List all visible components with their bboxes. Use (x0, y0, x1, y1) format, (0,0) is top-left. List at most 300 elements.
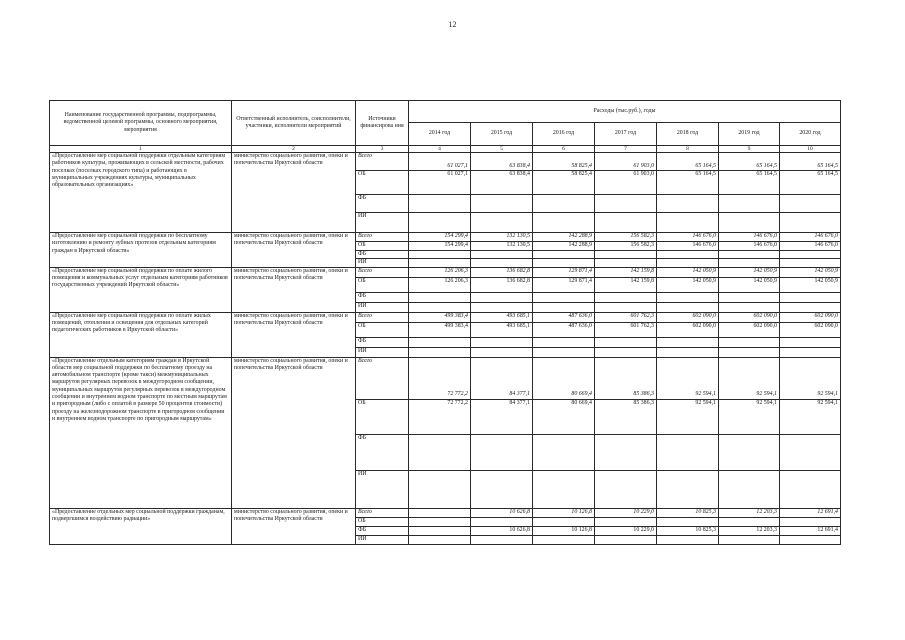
responsible-executor: министерство социального развития, опеки и попечительства Иркутской области (232, 357, 356, 508)
expense-value-text: 85 386,3 (633, 391, 654, 398)
responsible-executor: министерство социального развития, опеки и попечительства Иркутской области (232, 312, 356, 357)
expense-value-text: 602 090,0 (753, 322, 777, 329)
expense-value-text: 132 130,5 (506, 233, 530, 239)
expense-value (595, 357, 657, 399)
expense-value (471, 302, 533, 312)
expense-value (719, 153, 780, 171)
expense-value (719, 508, 780, 517)
expense-value (471, 347, 533, 357)
funding-source: ОБ (356, 171, 409, 195)
funding-source: ФБ (356, 526, 409, 535)
expense-value (657, 213, 719, 233)
expense-value (595, 312, 657, 322)
expense-value-text: 65 164,5 (817, 171, 838, 177)
expense-value (657, 322, 719, 337)
responsible-executor: министерство социального развития, опеки и попечительства Иркутской области (232, 508, 356, 544)
expense-value (471, 357, 533, 399)
expense-value-text: 10 126,8 (571, 526, 592, 533)
expense-value-text: 65 164,5 (695, 171, 716, 177)
expense-value (719, 322, 780, 337)
expense-value (780, 399, 841, 434)
expense-value (595, 213, 657, 233)
expense-value (409, 242, 471, 251)
expense-value (533, 347, 595, 357)
expense-value (657, 535, 719, 544)
header-year: 2018 год (657, 123, 719, 146)
expense-value (409, 171, 471, 195)
table-row (50, 357, 841, 399)
expense-value (657, 195, 719, 213)
expense-value (657, 357, 719, 399)
expense-value (595, 526, 657, 535)
expense-value-text: 126 206,3 (444, 267, 468, 274)
expense-value (780, 213, 841, 233)
expense-value (595, 302, 657, 312)
expense-value (719, 242, 780, 251)
expense-value-text: 154 299,4 (444, 233, 468, 239)
responsible-executor: министерство социального развития, опеки и попечительства Иркутской области (232, 153, 356, 233)
expense-value-text: 136 682,8 (506, 277, 530, 284)
expense-value (409, 277, 471, 292)
expense-value (595, 322, 657, 337)
expense-value (471, 153, 533, 171)
expense-value-text: 142 050,9 (814, 267, 838, 274)
expense-value (409, 526, 471, 535)
expense-value (657, 517, 719, 526)
expense-value (409, 399, 471, 434)
expense-value (533, 322, 595, 337)
funding-source: ИИ (356, 213, 409, 233)
expense-value (780, 259, 841, 267)
funding-source: ФБ (356, 292, 409, 302)
expense-value (471, 292, 533, 302)
funding-source: ОБ (356, 399, 409, 434)
expense-value (595, 251, 657, 259)
header-column-number: 7 (595, 146, 657, 153)
header-year: 2017 год (595, 123, 657, 146)
expense-value (780, 337, 841, 347)
expense-value (533, 399, 595, 434)
expense-value (533, 195, 595, 213)
expense-value (657, 277, 719, 292)
funding-source: ИИ (356, 535, 409, 544)
expense-value (595, 242, 657, 251)
expense-value (719, 292, 780, 302)
expense-value (780, 517, 841, 526)
expense-value-text: 12 691,4 (817, 526, 838, 533)
expense-value (657, 347, 719, 357)
expense-value (533, 213, 595, 233)
expense-value-text: 92 594,1 (817, 391, 838, 398)
expense-value (719, 312, 780, 322)
expense-value (657, 171, 719, 195)
expense-value (780, 251, 841, 259)
expense-value (719, 195, 780, 213)
expense-value (780, 434, 841, 470)
expense-value (471, 259, 533, 267)
expense-value (657, 267, 719, 277)
header-column-number: 9 (719, 146, 780, 153)
expense-value (595, 337, 657, 347)
expense-value (719, 470, 780, 508)
expense-value (595, 277, 657, 292)
expense-value (780, 195, 841, 213)
expense-value (719, 259, 780, 267)
expense-value (409, 347, 471, 357)
expense-value-text: 10 126,8 (571, 508, 592, 515)
expense-value-text: 142 050,9 (692, 267, 716, 274)
header-source: Источники финансирова ния (356, 101, 409, 146)
expense-value (471, 251, 533, 259)
expense-value (533, 277, 595, 292)
funding-source: ОБ (356, 277, 409, 292)
expense-value (409, 213, 471, 233)
header-column-number: 1 (50, 146, 232, 153)
expense-value-text: 146 676,0 (814, 233, 838, 239)
expense-value-text: 72 772,2 (447, 399, 468, 406)
expense-value (719, 337, 780, 347)
expense-value (533, 171, 595, 195)
expense-value (657, 233, 719, 242)
expense-value (471, 470, 533, 508)
responsible-executor: министерство социального развития, опеки и попечительства Иркутской области (232, 267, 356, 312)
expense-value (657, 399, 719, 434)
program-measure-name: «Предоставление мер социальной поддержки по бесплатному изготовлению и ремонту зубных протезов отдельным категориям граждан в Иркутской области» (50, 233, 232, 268)
expense-value-text: 65 164,5 (756, 171, 777, 177)
expense-value (595, 195, 657, 213)
expense-value-text: 65 164,5 (817, 162, 838, 169)
header-column-numbers-row (50, 146, 841, 153)
expense-value-text: 80 669,4 (571, 399, 592, 406)
program-measure-name: «Предоставление мер социальной поддержки отдельным категориям работников культуры, проживающих в сельской местности, рабочих поселках (поселках городского типа) и работающих в муниципальных учреждениях культуры, муниципальных образовательных организациях» (50, 153, 232, 233)
expense-value (409, 267, 471, 277)
header-column-number: 4 (409, 146, 471, 153)
expense-value (780, 302, 841, 312)
expense-value (409, 312, 471, 322)
expense-value-text: 602 090,0 (814, 312, 838, 319)
expense-value (719, 526, 780, 535)
expense-value (780, 508, 841, 517)
funding-source: ИИ (356, 302, 409, 312)
expense-value-text: 487 636,0 (568, 322, 592, 329)
expense-value-text: 10 825,3 (695, 526, 716, 533)
program-measure-name: «Предоставление отдельным категориям граждан в Иркутской области мер социальной поддержки по бесплатному проезду на автомобильном транспорте (кроме такси) межмуниципальных маршрутов регулярных перевозок в междугородном сообщении, муниципальных маршрутов регулярных перевозок в междугородном сообщении и внутреннем водном транспорте по местным маршрутам и пригородным (либо с оплатой в размере 50 процентов стоимости) проезду на железнодорожном транспорте в пригородном сообщении и внутреннем водном транспорте по пригородным маршрутам» (50, 357, 232, 508)
expense-value-text: 487 636,0 (568, 312, 592, 319)
expense-value (719, 251, 780, 259)
expense-value-text: 602 090,0 (753, 312, 777, 319)
funding-source: ФБ (356, 434, 409, 470)
expense-value (780, 312, 841, 322)
expense-value (719, 213, 780, 233)
expense-value (719, 267, 780, 277)
expense-value (471, 535, 533, 544)
expense-value-text: 92 594,1 (756, 399, 777, 406)
expense-value (533, 251, 595, 259)
expense-value-text: 142 159,8 (630, 277, 654, 284)
expense-value (533, 434, 595, 470)
expense-value (719, 277, 780, 292)
expense-value (657, 337, 719, 347)
expense-value-text: 58 825,4 (571, 171, 592, 177)
expense-value (409, 251, 471, 259)
expense-value-text: 58 825,4 (571, 162, 592, 169)
expense-value (780, 535, 841, 544)
expense-value (657, 251, 719, 259)
expense-value-text: 601 762,3 (630, 312, 654, 319)
expense-value-text: 156 582,3 (630, 233, 654, 239)
expense-value (780, 277, 841, 292)
expense-value-text: 65 164,5 (756, 162, 777, 169)
expense-value-text: 142 159,8 (630, 267, 654, 274)
expense-value-text: 61 027,1 (447, 171, 468, 177)
expense-value-text: 92 594,1 (817, 399, 838, 406)
header-expenses: Расходы (тыс.руб.), годы (409, 101, 841, 123)
expense-value (471, 508, 533, 517)
expense-value (780, 347, 841, 357)
expense-value-text: 142 050,9 (814, 277, 838, 284)
expense-value-text: 61 903,0 (633, 162, 654, 169)
expense-value (719, 399, 780, 434)
expense-value (409, 233, 471, 242)
expense-value (595, 470, 657, 508)
expense-value-text: 602 090,0 (692, 322, 716, 329)
header-year: 2020 год (780, 123, 841, 146)
expense-value (595, 267, 657, 277)
expense-value (719, 347, 780, 357)
header-column-number: 2 (232, 146, 356, 153)
header-year: 2019 год (719, 123, 780, 146)
expense-value (533, 259, 595, 267)
expense-value (471, 242, 533, 251)
expense-value-text: 10 229,0 (633, 526, 654, 533)
funding-source: Всего (356, 508, 409, 517)
expense-value-text: 142 288,9 (568, 233, 592, 239)
responsible-executor: министерство социального развития, опеки и попечительства Иркутской области (232, 233, 356, 268)
funding-source: Всего (356, 153, 409, 171)
expense-value-text: 142 050,9 (692, 277, 716, 284)
expense-value (471, 267, 533, 277)
expense-value (533, 357, 595, 399)
expense-value (533, 153, 595, 171)
expense-value-text: 92 594,1 (756, 391, 777, 398)
expense-value-text: 10 825,3 (695, 508, 716, 515)
expense-value (533, 508, 595, 517)
expense-value-text: 72 772,2 (447, 391, 468, 398)
table-row (50, 312, 841, 322)
expense-value (657, 470, 719, 508)
expense-value (471, 517, 533, 526)
expense-value-text: 132 130,5 (506, 242, 530, 248)
financing-table (49, 100, 841, 545)
expense-value (780, 470, 841, 508)
expense-value (533, 535, 595, 544)
expense-value (719, 171, 780, 195)
expense-value-text: 12 203,3 (756, 526, 777, 533)
expense-value-text: 146 676,0 (692, 233, 716, 239)
expense-value-text: 10 626,8 (509, 526, 530, 533)
expense-value (471, 233, 533, 242)
expense-value (471, 195, 533, 213)
expense-value (780, 292, 841, 302)
expense-value (780, 267, 841, 277)
expense-value-text: 142 288,9 (568, 242, 592, 248)
expense-value-text: 602 090,0 (692, 312, 716, 319)
expense-value-text: 126 206,3 (444, 277, 468, 284)
expense-value (471, 399, 533, 434)
expense-value (471, 277, 533, 292)
expense-value (657, 153, 719, 171)
program-measure-name: «Предоставление мер социальной поддержки по оплате жилых помещений, отопления и освещения для отдельных категорий педагогических работников в Иркутской области» (50, 312, 232, 357)
expense-value (409, 470, 471, 508)
expense-value (595, 399, 657, 434)
expense-value (595, 153, 657, 171)
expense-value-text: 146 676,0 (692, 242, 716, 248)
expense-value (780, 233, 841, 242)
expense-value-text: 154 299,4 (444, 242, 468, 248)
expense-value-text: 10 626,8 (509, 508, 530, 515)
header-column-number: 5 (471, 146, 533, 153)
expense-value (409, 357, 471, 399)
expense-value (657, 242, 719, 251)
expense-value-text: 65 164,5 (695, 162, 716, 169)
expense-value (409, 259, 471, 267)
expense-value (533, 470, 595, 508)
expense-value (719, 434, 780, 470)
expense-value (533, 312, 595, 322)
expense-value (409, 322, 471, 337)
expense-value (780, 357, 841, 399)
expense-value (471, 312, 533, 322)
expense-value (409, 302, 471, 312)
expense-value (780, 322, 841, 337)
expense-value (657, 302, 719, 312)
expense-value-text: 63 838,4 (509, 162, 530, 169)
expense-value (533, 267, 595, 277)
expense-value (471, 171, 533, 195)
header-column-number: 8 (657, 146, 719, 153)
header-year: 2015 год (471, 123, 533, 146)
expense-value (780, 171, 841, 195)
funding-source: ФБ (356, 195, 409, 213)
funding-source: ОБ (356, 322, 409, 337)
header-year: 2016 год (533, 123, 595, 146)
expense-value-text: 129 871,4 (568, 277, 592, 284)
expense-value-text: 84 377,1 (509, 399, 530, 406)
funding-source: Всего (356, 357, 409, 399)
expense-value (533, 233, 595, 242)
funding-source: Всего (356, 312, 409, 322)
page-number: 12 (448, 20, 457, 29)
funding-source: ФБ (356, 337, 409, 347)
header-column-number: 6 (533, 146, 595, 153)
expense-value (595, 517, 657, 526)
expense-value-text: 146 676,0 (753, 233, 777, 239)
table-body (50, 153, 841, 545)
expense-value (719, 233, 780, 242)
funding-source: ОБ (356, 242, 409, 251)
program-measure-name: «Предоставление отдельных мер социальной поддержки гражданам, подвергшимся воздействию радиации» (50, 508, 232, 544)
expense-value-text: 92 594,1 (695, 399, 716, 406)
expense-value (780, 242, 841, 251)
expense-value-text: 136 682,8 (506, 267, 530, 274)
expense-value-text: 142 050,9 (753, 267, 777, 274)
expense-value (533, 302, 595, 312)
expense-value-text: 12 203,3 (756, 508, 777, 515)
expense-value-text: 499 383,4 (444, 322, 468, 329)
expense-value-text: 92 594,1 (695, 391, 716, 398)
expense-value (657, 292, 719, 302)
expense-value-text: 142 050,9 (753, 277, 777, 284)
expense-value-text: 10 229,0 (633, 508, 654, 515)
expense-value (409, 195, 471, 213)
funding-source: Всего (356, 233, 409, 242)
expense-value (719, 517, 780, 526)
expense-value (780, 153, 841, 171)
expense-value (719, 357, 780, 399)
expense-value (471, 322, 533, 337)
expense-value (471, 526, 533, 535)
funding-source: ИИ (356, 259, 409, 267)
header-program-name: Наименование государственной программы, подпрограммы, ведомственной целевой программы, основного мероприятия, мероприятия (50, 101, 232, 146)
expense-value (595, 535, 657, 544)
expense-value (409, 337, 471, 347)
expense-value-text: 63 838,4 (509, 171, 530, 177)
expense-value (595, 171, 657, 195)
expense-value (595, 233, 657, 242)
expense-value (409, 535, 471, 544)
expense-value-text: 156 582,3 (630, 242, 654, 248)
expense-value (657, 259, 719, 267)
table-row (50, 508, 841, 517)
funding-source: ИИ (356, 470, 409, 508)
expense-value (471, 337, 533, 347)
expense-value (657, 312, 719, 322)
expense-value (409, 434, 471, 470)
expense-value (409, 517, 471, 526)
expense-value (533, 526, 595, 535)
program-measure-name: «Предоставление мер социальной поддержки по оплате жилого помещения и коммунальных услуг отдельным категориям работников государственных учреждений Иркутской области» (50, 267, 232, 312)
expense-value-text: 601 762,3 (630, 322, 654, 329)
expense-value-text: 499 383,4 (444, 312, 468, 319)
expense-value (533, 337, 595, 347)
expense-value (533, 517, 595, 526)
header-column-number: 3 (356, 146, 409, 153)
funding-source: ИИ (356, 347, 409, 357)
expense-value (595, 434, 657, 470)
expense-value-text: 61 027,1 (447, 162, 468, 169)
expense-value (595, 259, 657, 267)
header-year: 2014 год (409, 123, 471, 146)
expense-value (409, 292, 471, 302)
expense-value (657, 434, 719, 470)
expense-value-text: 146 676,0 (753, 242, 777, 248)
funding-source: ОБ (356, 517, 409, 526)
expense-value-text: 493 685,1 (506, 322, 530, 329)
expense-value-text: 85 386,3 (633, 399, 654, 406)
expense-value (595, 508, 657, 517)
table-row (50, 153, 841, 171)
table-row (50, 233, 841, 242)
expense-value (471, 434, 533, 470)
header-executor: Ответственный исполнитель, соисполнители, участники, исполнители мероприятий (232, 101, 356, 146)
funding-source: Всего (356, 267, 409, 277)
expense-value-text: 602 090,0 (814, 322, 838, 329)
expense-value (719, 535, 780, 544)
expense-value (780, 526, 841, 535)
header-column-number: 10 (780, 146, 841, 153)
expense-value (657, 508, 719, 517)
expense-value-text: 12 691,4 (817, 508, 838, 515)
